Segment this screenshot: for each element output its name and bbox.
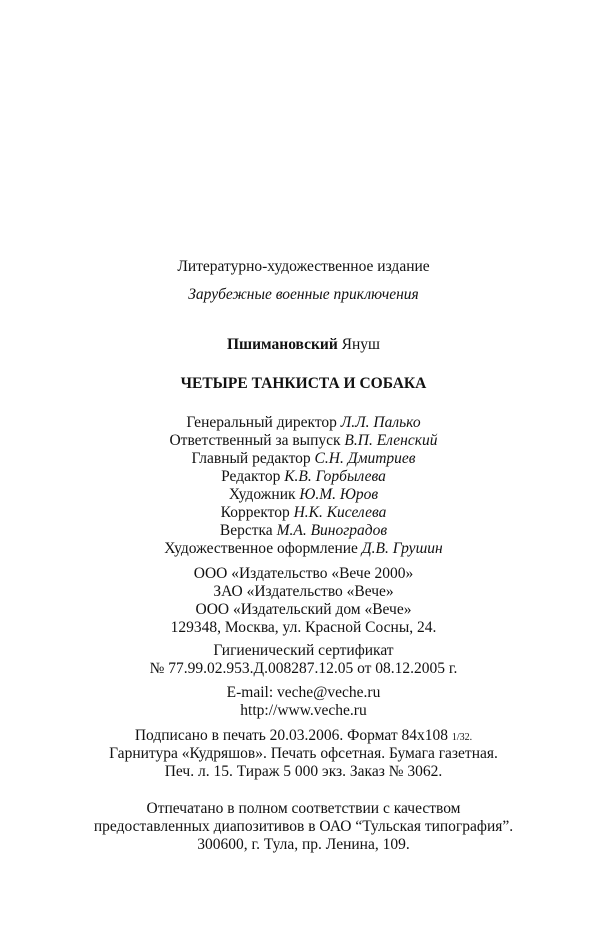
series-name: Зарубежные военные приключения bbox=[188, 286, 419, 303]
publisher-line: ЗАО «Издательство «Вече» bbox=[213, 583, 394, 600]
staff-person: М.А. Виноградов bbox=[276, 522, 388, 539]
staff-role: Ответственный за выпуск bbox=[169, 432, 341, 449]
staff-person: С.Н. Дмитриев bbox=[314, 450, 416, 467]
print-typeface: Гарнитура «Кудряшов». Печать офсетная. Бумага газетная. bbox=[109, 745, 498, 762]
print-format-fraction: 1/32. bbox=[451, 732, 473, 743]
staff-line bbox=[0, 414, 607, 432]
staff-person: В.П. Еленский bbox=[344, 432, 438, 449]
staff-line bbox=[0, 468, 607, 486]
contact-web: http://www.veche.ru bbox=[240, 702, 367, 719]
staff-person: Л.Л. Палько bbox=[340, 414, 421, 431]
staff-line bbox=[0, 540, 607, 558]
publisher-line: ООО «Издательство «Вече 2000» bbox=[193, 565, 414, 582]
staff-person: Д.В. Грушин bbox=[361, 540, 443, 557]
staff-line bbox=[0, 522, 607, 540]
book-title: ЧЕТЫРЕ ТАНКИСТА И СОБАКА bbox=[180, 375, 427, 392]
staff-line bbox=[0, 504, 607, 522]
contact-email: E-mail: veche@veche.ru bbox=[226, 684, 381, 701]
staff-line bbox=[0, 432, 607, 450]
series-label: Литературно-художественное издание bbox=[177, 258, 430, 275]
staff-line bbox=[0, 450, 607, 468]
publisher-address: 129348, Москва, ул. Красной Сосны, 24. bbox=[170, 619, 437, 636]
staff-role: Художник bbox=[228, 486, 296, 503]
author-line bbox=[0, 336, 607, 354]
print-signed: Подписано в печать 20.03.2006. Формат 84x108 bbox=[134, 727, 448, 744]
author-surname: Пшимановский bbox=[226, 336, 338, 353]
staff-role: Главный редактор bbox=[191, 450, 311, 467]
staff-role: Редактор bbox=[221, 468, 281, 485]
staff-role: Художественное оформление bbox=[164, 540, 358, 557]
staff-person: Н.К. Киселева bbox=[293, 504, 387, 521]
publisher-line: ООО «Издательский дом «Вече» bbox=[195, 601, 412, 618]
staff-person: Ю.М. Юров bbox=[299, 486, 379, 503]
print-run: Печ. л. 15. Тираж 5 000 экз. Заказ № 3062. bbox=[164, 763, 443, 780]
printer-address: 300600, г. Тула, пр. Ленина, 109. bbox=[197, 836, 410, 853]
author-name: Януш bbox=[341, 336, 380, 353]
print-signed-line bbox=[0, 727, 607, 747]
staff-person: К.В. Горбылева bbox=[284, 468, 386, 485]
staff-role: Верстка bbox=[219, 522, 273, 539]
staff-role: Корректор bbox=[220, 504, 290, 521]
staff-line bbox=[0, 486, 607, 504]
printer-line: Отпечатано в полном соответствии с качеством bbox=[146, 800, 461, 817]
printer-line: предоставленных диапозитивов в ОАО “Тульская типография”. bbox=[93, 818, 514, 835]
certificate-number: № 77.99.02.953.Д.008287.12.05 от 08.12.2005 г. bbox=[149, 660, 458, 677]
staff-role: Генеральный директор bbox=[186, 414, 337, 431]
certificate-label: Гигиенический сертификат bbox=[213, 642, 394, 659]
